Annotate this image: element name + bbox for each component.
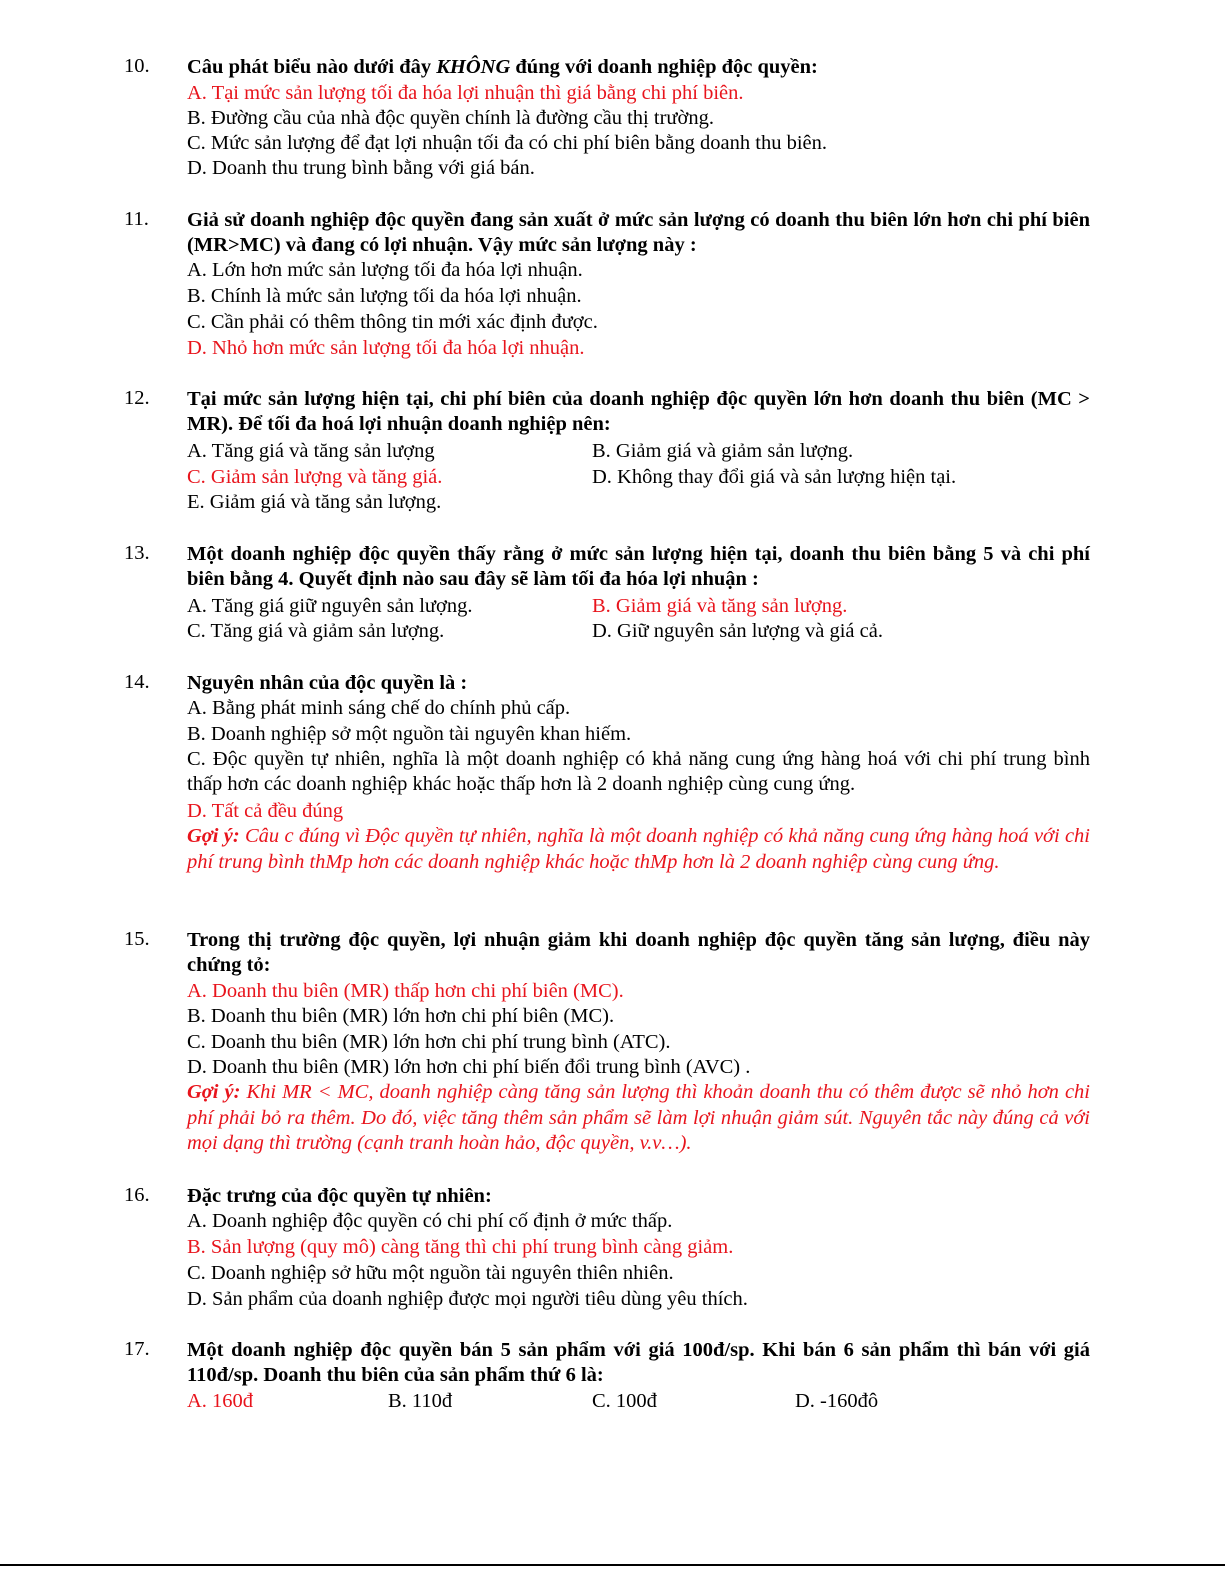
page-bottom-rule [0, 1564, 1225, 1566]
option-c: C. Doanh thu biên (MR) lớn hơn chi phí trung bình (ATC). [187, 1031, 671, 1053]
option-a: A. Doanh nghiệp độc quyền có chi phí cố định ở mức thấp. [187, 1210, 673, 1232]
option-a: A. Tăng giá giữ nguyên sản lượng. [187, 595, 473, 617]
option-c: C. Doanh nghiệp sở hữu một nguồn tài nguyên thiên nhiên. [187, 1262, 674, 1284]
option-c: C. Độc quyền tự nhiên, nghĩa là một doanh nghiệp có khả năng cung ứng hàng hoá với chi phí trung bình thấp hơn các doanh nghiệp khác hoặc thấp hơn là 2 doanh nghiệp cùng cung ứng. [187, 748, 1090, 795]
option-d-correct: D. Tất cả đều đúng [187, 800, 344, 822]
option-a-correct: A. Tại mức sản lượng tối đa hóa lợi nhuận thì giá bằng chi phí biên. [187, 82, 744, 104]
option-a-correct: A. 160đ [187, 1390, 254, 1412]
question-number: 17. [124, 1338, 150, 1360]
option-b: B. 110đ [388, 1390, 453, 1412]
question-number: 16. [124, 1184, 150, 1206]
question-stem: Trong thị trường độc quyền, lợi nhuận giảm khi doanh nghiệp độc quyền tăng sản lượng, điều này chứng tỏ: [187, 929, 1090, 976]
question-number: 14. [124, 671, 150, 693]
question-number: 10. [124, 55, 150, 77]
question-stem: Tại mức sản lượng hiện tại, chi phí biên của doanh nghiệp độc quyền lớn hơn doanh thu biên (MC > MR). Để tối đa hoá lợi nhuận doanh nghiệp nên: [187, 388, 1090, 435]
option-d: D. -160đô [795, 1390, 879, 1412]
option-b: B. Doanh nghiệp sở một nguồn tài nguyên khan hiếm. [187, 723, 632, 745]
question-stem: Một doanh nghiệp độc quyền thấy rằng ở mức sản lượng hiện tại, doanh thu biên bằng 5 và chi phí biên bằng 4. Quyết định nào sau đây sẽ làm tối đa hóa lợi nhuận : [187, 543, 1090, 590]
option-c: C. Tăng giá và giảm sản lượng. [187, 620, 445, 642]
option-d: D. Giữ nguyên sản lượng và giá cả. [592, 620, 883, 642]
option-b: B. Đường cầu của nhà độc quyền chính là đường cầu thị trường. [187, 107, 714, 129]
hint-label: Gợi ý: [187, 1081, 241, 1103]
question-stem: Một doanh nghiệp độc quyền bán 5 sản phẩm với giá 100đ/sp. Khi bán 6 sản phẩm thì bán với giá 110đ/sp. Doanh thu biên của sản phẩm thứ 6 là: [187, 1339, 1090, 1386]
hint: Gợi ý: Câu c đúng vì Độc quyền tự nhiên, nghĩa là một doanh nghiệp có khả năng cung ứng hàng hoá với chi phí trung bình thMp hơn các doanh nghiệp khác hoặc thMp hơn là 2 doanh nghiệp cùng cung ứng. [187, 825, 1091, 873]
hint-label: Gợi ý: [187, 825, 240, 847]
option-a-correct: A. Doanh thu biên (MR) thấp hơn chi phí biên (MC). [187, 980, 624, 1002]
option-a: A. Tăng giá và tăng sản lượng [187, 440, 435, 462]
question-stem: Nguyên nhân của độc quyền là : [187, 672, 468, 694]
option-c: C. 100đ [592, 1390, 657, 1412]
option-b: B. Doanh thu biên (MR) lớn hơn chi phí biên (MC). [187, 1005, 615, 1027]
option-c-correct: C. Giảm sản lượng và tăng giá. [187, 466, 443, 488]
option-b-correct: B. Giảm giá và tăng sản lượng. [592, 595, 848, 617]
option-b-correct: B. Sản lượng (quy mô) càng tăng thì chi phí trung bình càng giảm. [187, 1236, 734, 1258]
option-e: E. Giảm giá và tăng sản lượng. [187, 491, 442, 513]
option-b: B. Giảm giá và giảm sản lượng. [592, 440, 854, 462]
question-number: 12. [124, 387, 150, 409]
question-stem: Câu phát biểu nào dưới đây KHÔNG đúng với doanh nghiệp độc quyền: [187, 56, 818, 78]
hint: Gợi ý: Khi MR < MC, doanh nghiệp càng tăng sản lượng thì khoản doanh thu có thêm được sẽ nhỏ hơn chi phí phải bỏ ra thêm. Do đó, việc tăng thêm sản phẩm sẽ làm lợi nhuận giảm sút. Nguyên tắc này đúng cả với mọi dạng thì trường (cạnh tranh hoàn hảo, độc quyền, v.v…). [187, 1081, 1090, 1154]
question-number: 11. [124, 208, 149, 230]
emphasis: KHÔNG [436, 56, 511, 78]
question-number: 13. [124, 542, 150, 564]
option-d: D. Sản phẩm của doanh nghiệp được mọi người tiêu dùng yêu thích. [187, 1288, 748, 1310]
option-d: D. Không thay đổi giá và sản lượng hiện tại. [592, 466, 957, 488]
question-stem: Đặc trưng của độc quyền tự nhiên: [187, 1185, 492, 1207]
question-stem: Giả sử doanh nghiệp độc quyền đang sản xuất ở mức sản lượng có doanh thu biên lớn hơn chi phí biên (MR>MC) và đang có lợi nhuận. Vậy mức sản lượng này : [187, 209, 1090, 256]
option-d: D. Doanh thu biên (MR) lớn hơn chi phí biến đổi trung bình (AVC) . [187, 1056, 751, 1078]
option-d: D. Doanh thu trung bình bằng với giá bán. [187, 157, 535, 179]
option-d-correct: D. Nhỏ hơn mức sản lượng tối đa hóa lợi nhuận. [187, 337, 585, 359]
option-a: A. Bằng phát minh sáng chế do chính phủ cấp. [187, 697, 571, 719]
option-a: A. Lớn hơn mức sản lượng tối đa hóa lợi nhuận. [187, 259, 583, 281]
option-c: C. Cần phải có thêm thông tin mới xác định được. [187, 311, 598, 333]
option-c: C. Mức sản lượng để đạt lợi nhuận tối đa có chi phí biên bằng doanh thu biên. [187, 132, 827, 154]
question-number: 15. [124, 928, 150, 950]
option-b: B. Chính là mức sản lượng tối da hóa lợi nhuận. [187, 285, 582, 307]
